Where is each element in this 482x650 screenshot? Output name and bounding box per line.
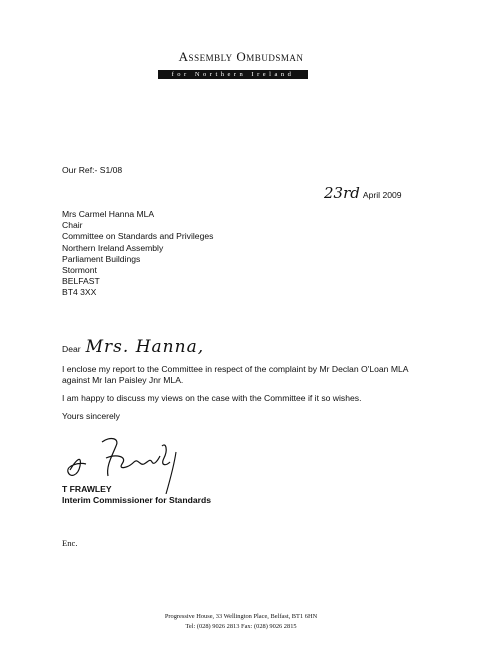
signer-title: Interim Commissioner for Standards bbox=[62, 495, 211, 505]
letterhead-title: Assembly Ombudsman bbox=[178, 49, 304, 64]
footer bbox=[0, 612, 482, 632]
salutation-handwritten: Mrs. Hanna, bbox=[85, 337, 205, 357]
letter-date bbox=[324, 184, 402, 202]
address-line: Mrs Carmel Hanna MLA bbox=[62, 209, 155, 219]
recipient-address bbox=[62, 209, 213, 299]
reference-number: Our Ref:- S1/08 bbox=[62, 165, 123, 175]
date-printed: April 2009 bbox=[362, 190, 402, 200]
footer-address: Progressive House, 33 Wellington Place, Belfast, BT1 6HN bbox=[164, 613, 318, 620]
address-line: BT4 3XX bbox=[62, 287, 97, 298]
footer-contact: Tel: (028) 9026 2813 Fax: (028) 9026 2815 bbox=[185, 623, 297, 630]
date-handwritten: 23rd bbox=[324, 184, 360, 202]
closing: Yours sincerely bbox=[62, 411, 120, 421]
signer-name: T FRAWLEY bbox=[62, 484, 112, 494]
enclosure-note: Enc. bbox=[62, 538, 78, 548]
paragraph-discussion: I am happy to discuss my views on the case with the Committee if it so wishes. bbox=[62, 393, 362, 403]
address-line: Chair bbox=[62, 220, 83, 231]
address-line: Committee on Standards and Privileges bbox=[62, 231, 214, 242]
address-line: Northern Ireland Assembly bbox=[62, 242, 164, 253]
address-line: BELFAST bbox=[62, 276, 100, 287]
address-line: Stormont bbox=[62, 264, 97, 275]
salutation-printed: Dear bbox=[62, 344, 81, 354]
letterhead-subtitle-band: for Northern Ireland bbox=[158, 70, 308, 79]
paragraph-enclosure: I enclose my report to the Committee in respect of the complaint by Mr Declan O'Loan MLA against Mr Ian Paisley Jnr MLA. bbox=[62, 364, 409, 386]
salutation bbox=[62, 337, 204, 357]
address-line: Parliament Buildings bbox=[62, 253, 141, 264]
